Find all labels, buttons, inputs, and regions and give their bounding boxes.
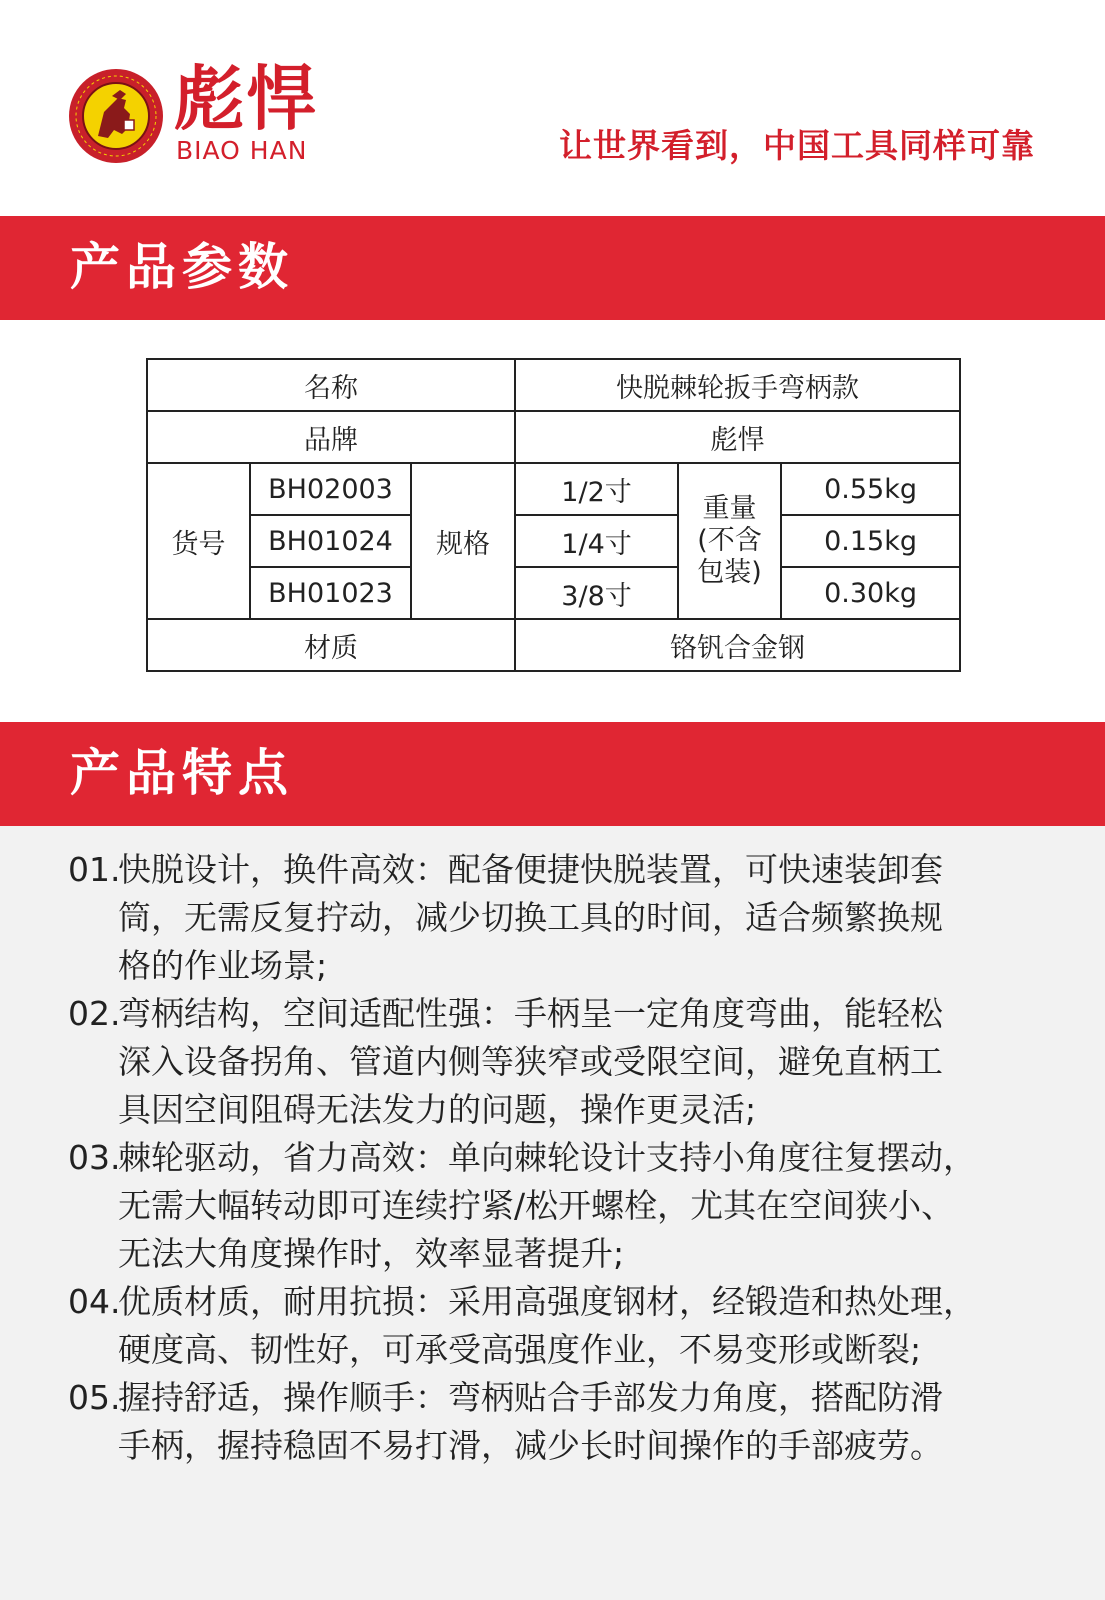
weight-cell: 0.55kg [781,463,960,515]
feature-line: 快脱设计，换件高效：配备便捷快脱装置，可快速装卸套 [118,850,943,889]
table-row [147,619,960,671]
sku-cell: BH01023 [250,567,411,619]
sku-cell: BH01024 [250,515,411,567]
sku-cell: BH02003 [250,463,411,515]
feature-number: 04. [68,1282,121,1321]
brand-name-en: BIAO HAN [176,136,308,165]
name-label: 名称 [147,359,515,411]
feature-number: 02. [68,994,121,1033]
table-row [147,463,960,515]
page-header [0,0,1105,216]
params-section-title: 产品参数 [70,238,294,296]
weight-cell: 0.15kg [781,515,960,567]
material-value: 铬钒合金钢 [515,619,960,671]
weight-cell: 0.30kg [781,567,960,619]
size-cell: 3/8寸 [515,567,678,619]
feature-number: 01. [68,850,121,889]
size-cell: 1/4寸 [515,515,678,567]
features-section-title: 产品特点 [70,744,294,802]
features-section [0,826,1105,1600]
weight-label-text: 重量 (不含 包装) [697,493,762,588]
spec-label: 规格 [411,463,515,619]
feature-item [68,1374,1048,1470]
feature-number: 03. [68,1138,121,1177]
brand-name-cn: 彪悍 [174,58,318,140]
material-label: 材质 [147,619,515,671]
feature-item [68,846,1048,990]
feature-line: 手柄，握持稳固不易打滑，减少长时间操作的手部疲劳。 [118,1426,943,1465]
feature-line: 弯柄结构，空间适配性强：手柄呈一定角度弯曲，能轻松 [118,994,943,1033]
feature-line: 深入设备拐角、管道内侧等狭窄或受限空间，避免直柄工 [118,1042,943,1081]
slogan: 让世界看到，中国工具同样可靠 [559,126,1035,165]
feature-line: 无法大角度操作时，效率显著提升; [118,1234,625,1273]
feature-line: 格的作业场景; [118,946,328,985]
table-row [147,515,960,567]
feature-item [68,1278,1048,1374]
params-section-banner [0,216,1105,320]
table-row [147,411,960,463]
name-value: 快脱棘轮扳手弯柄款 [515,359,960,411]
feature-line: 棘轮驱动，省力高效：单向棘轮设计支持小角度往复摆动， [118,1138,976,1177]
table-row [147,567,960,619]
params-section [0,320,1105,722]
size-cell: 1/2寸 [515,463,678,515]
feature-line: 硬度高、韧性好，可承受高强度作业，不易变形或断裂; [118,1330,922,1369]
feature-line: 筒，无需反复拧动，减少切换工具的时间，适合频繁换规 [118,898,943,937]
brand-label: 品牌 [147,411,515,463]
feature-line: 握持舒适，操作顺手：弯柄贴合手部发力角度，搭配防滑 [118,1378,943,1417]
table-row [147,359,960,411]
feature-number: 05. [68,1378,121,1417]
weight-label [678,463,781,619]
feature-line: 优质材质，耐用抗损：采用高强度钢材，经锻造和热处理， [118,1282,976,1321]
brand-logo-icon [68,68,164,164]
sku-label: 货号 [147,463,250,619]
feature-line: 无需大幅转动即可连续拧紧/松开螺栓，尤其在空间狭小、 [118,1186,955,1225]
spec-table [146,358,961,672]
feature-item [68,990,1048,1134]
feature-line: 具因空间阻碍无法发力的问题，操作更灵活; [118,1090,757,1129]
brand-value: 彪悍 [515,411,960,463]
features-section-banner [0,722,1105,826]
feature-item [68,1134,1048,1278]
